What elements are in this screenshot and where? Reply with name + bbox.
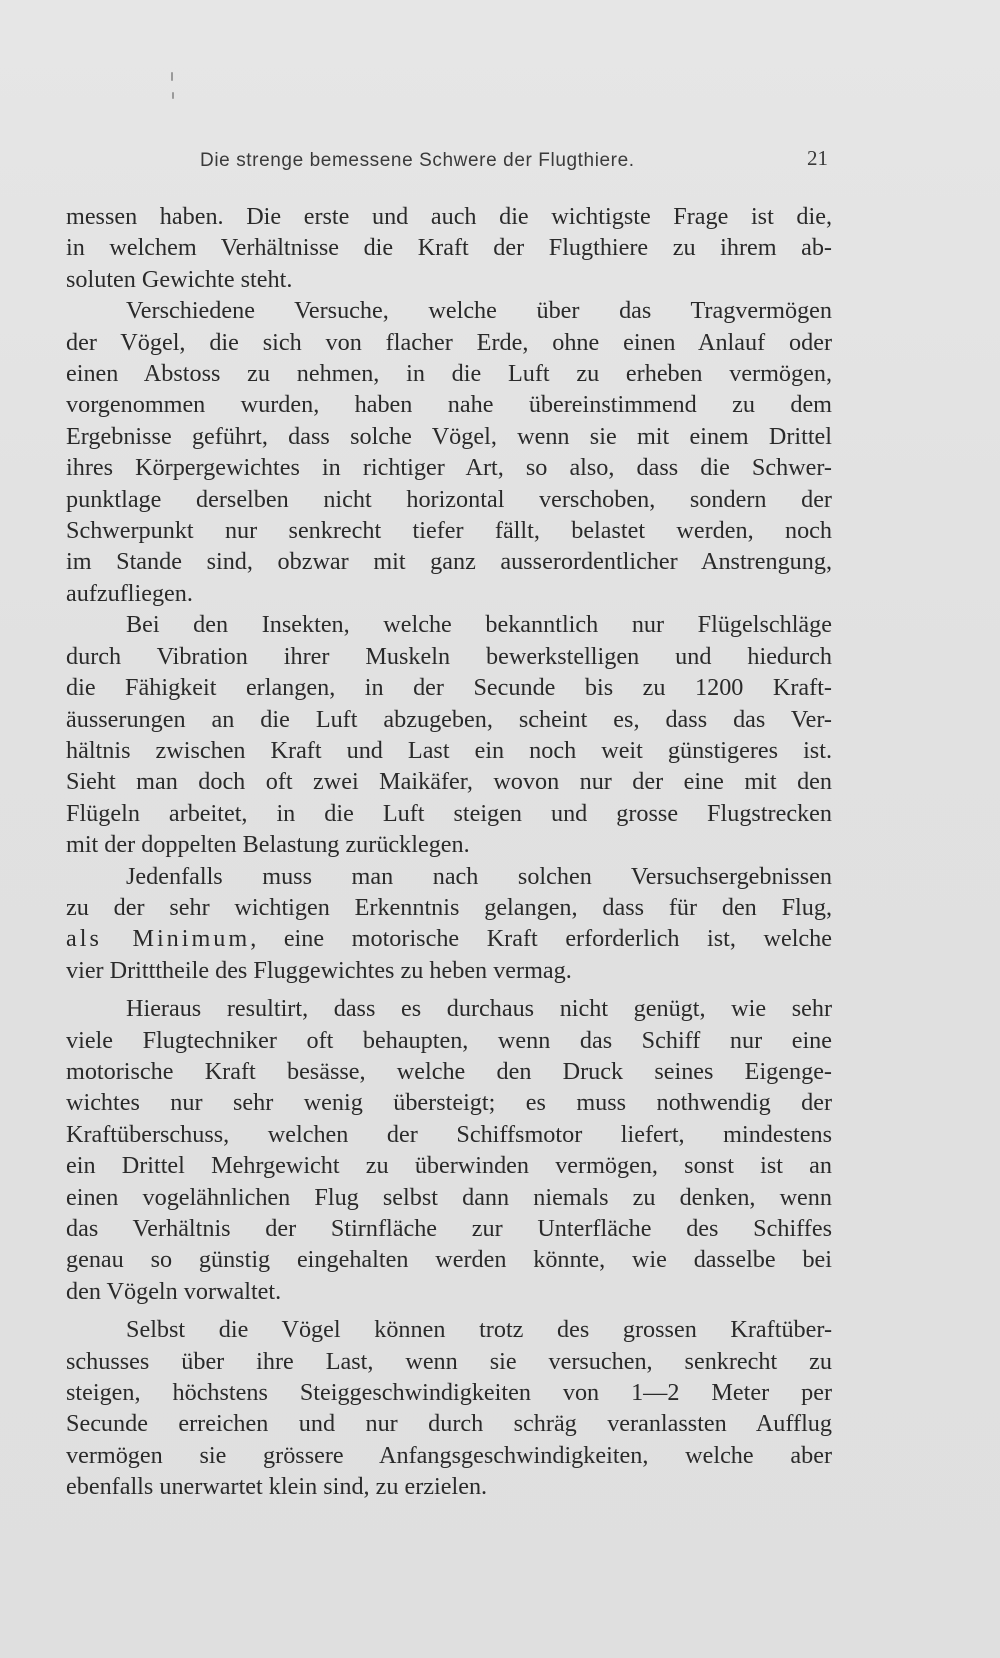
text-line: vier Dritttheile des Fluggewichtes zu heben vermag. (66, 956, 572, 984)
text-line: genau so günstig eingehalten werden könnte, wie dasselbe bei (66, 1246, 832, 1274)
text-line: wichtes nur sehr wenig übersteigt; es muss nothwendig der (66, 1089, 832, 1117)
scan-speck-mark (171, 72, 173, 81)
body-text (66, 201, 832, 1503)
text-line: den Vögeln vorwaltet. (66, 1277, 282, 1305)
text-line: im Stande sind, obzwar mit ganz ausserordentlicher Anstrengung, (66, 548, 832, 576)
text-line: ebenfalls unerwartet klein sind, zu erzielen. (66, 1473, 488, 1501)
text-line: äusserungen an die Luft abzugeben, scheint es, dass das Ver- (66, 705, 832, 733)
paragraph (66, 295, 832, 609)
text-line: ein Drittel Mehrgewicht zu überwinden vermögen, sonst ist an (66, 1152, 832, 1180)
scan-speck-mark (172, 92, 174, 99)
text-line: soluten Gewichte steht. (66, 265, 293, 293)
paragraph (66, 1314, 832, 1502)
text-line: einen Abstoss zu nehmen, in die Luft zu erheben vermögen, (66, 360, 832, 388)
text-line: vorgenommen wurden, haben nahe übereinstimmend zu dem (66, 391, 832, 419)
text-line: mit der doppelten Belastung zurücklegen. (66, 831, 470, 859)
paragraph (66, 609, 832, 860)
text-line: der Vögel, die sich von flacher Erde, ohne einen Anlauf oder (66, 328, 832, 356)
text-line: Secunde erreichen und nur durch schräg veranlassten Aufflug (66, 1410, 832, 1438)
text-line: Ergebnisse geführt, dass solche Vögel, wenn sie mit einem Drittel (66, 422, 832, 450)
text-line: einen vogelähnlichen Flug selbst dann niemals zu denken, wenn (66, 1183, 832, 1211)
text-line: Schwerpunkt nur senkrecht tiefer fällt, belastet werden, noch (66, 517, 832, 545)
text-line: in welchem Verhältnisse die Kraft der Flugthiere zu ihrem ab- (66, 234, 832, 262)
paragraph (66, 993, 832, 1307)
text-line: aufzufliegen. (66, 579, 193, 607)
text-line: viele Flugtechniker oft behaupten, wenn das Schiff nur eine (66, 1026, 832, 1054)
text-line: Bei den Insekten, welche bekanntlich nur Flügelschläge (126, 611, 832, 639)
paragraph (66, 861, 832, 987)
text-line: Kraftüberschuss, welchen der Schiffsmotor liefert, mindestens (66, 1120, 832, 1148)
text-line: motorische Kraft besässe, welche den Druck seines Eigenge- (66, 1057, 832, 1085)
text-line: hältnis zwischen Kraft und Last ein noch weit günstigeres ist. (66, 736, 832, 764)
text-line: durch Vibration ihrer Muskeln bewerkstelligen und hiedurch (66, 642, 832, 670)
text-line: Flügeln arbeitet, in die Luft steigen und grosse Flugstrecken (66, 799, 832, 827)
emphasized-text: als Minimum (66, 925, 251, 953)
text-line: als Minimum, eine motorische Kraft erforderlich ist, welche (66, 925, 832, 953)
text-line: ihres Körpergewichtes in richtiger Art, so also, dass die Schwer- (66, 454, 832, 482)
text-line: das Verhältnis der Stirnfläche zur Unterfläche des Schiffes (66, 1215, 832, 1242)
text-line: steigen, höchstens Steiggeschwindigkeiten von 1—2 Meter per (66, 1379, 832, 1407)
running-head (68, 146, 828, 180)
text-line: zu der sehr wichtigen Erkenntnis gelangen, dass für den Flug, (66, 893, 832, 921)
text-line: messen haben. Die erste und auch die wichtigste Frage ist die, (66, 203, 832, 230)
text-line: punktlage derselben nicht horizontal verschoben, sondern der (66, 485, 832, 513)
text-line: schusses über ihre Last, wenn sie versuchen, senkrecht zu (66, 1347, 832, 1375)
text-line: Jedenfalls muss man nach solchen Versuchsergebnissen (126, 862, 832, 890)
text-line: Verschiedene Versuche, welche über das Tragvermögen (126, 297, 832, 325)
text-line: Hieraus resultirt, dass es durchaus nicht genügt, wie sehr (126, 995, 832, 1023)
text-line: vermögen sie grössere Anfangsgeschwindigkeiten, welche aber (66, 1441, 832, 1469)
page-number: 21 (807, 146, 828, 170)
text-line: die Fähigkeit erlangen, in der Secunde bis zu 1200 Kraft- (66, 674, 832, 702)
text-line: Selbst die Vögel können trotz des grossen Kraftüber- (126, 1316, 832, 1344)
running-head-title: Die strenge bemessene Schwere der Flugthiere. (200, 150, 635, 171)
paragraph (66, 201, 832, 295)
text-line: Sieht man doch oft zwei Maikäfer, wovon nur der eine mit den (66, 768, 832, 796)
